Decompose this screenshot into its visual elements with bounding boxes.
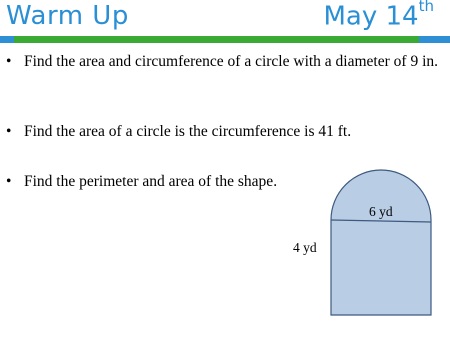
bullet-marker: • xyxy=(6,173,12,190)
width-label: 6 yd xyxy=(369,204,393,219)
date-main: May 14 xyxy=(323,1,419,32)
bullet-text: Find the perimeter and area of the shape. xyxy=(24,173,278,190)
bullet-marker: • xyxy=(6,53,12,70)
bullet-text: Find the area of a circle is the circumference is 41 ft. xyxy=(24,123,352,140)
height-label: 4 yd xyxy=(293,240,317,255)
bullet-text: Find the area and circumference of a circle with a diameter of 9 in. xyxy=(24,53,438,70)
bullet-marker: • xyxy=(6,123,12,140)
slide-title: Warm Up xyxy=(6,1,129,31)
date-suffix: th xyxy=(418,0,434,15)
semicircle-rectangle-shape xyxy=(331,170,431,315)
